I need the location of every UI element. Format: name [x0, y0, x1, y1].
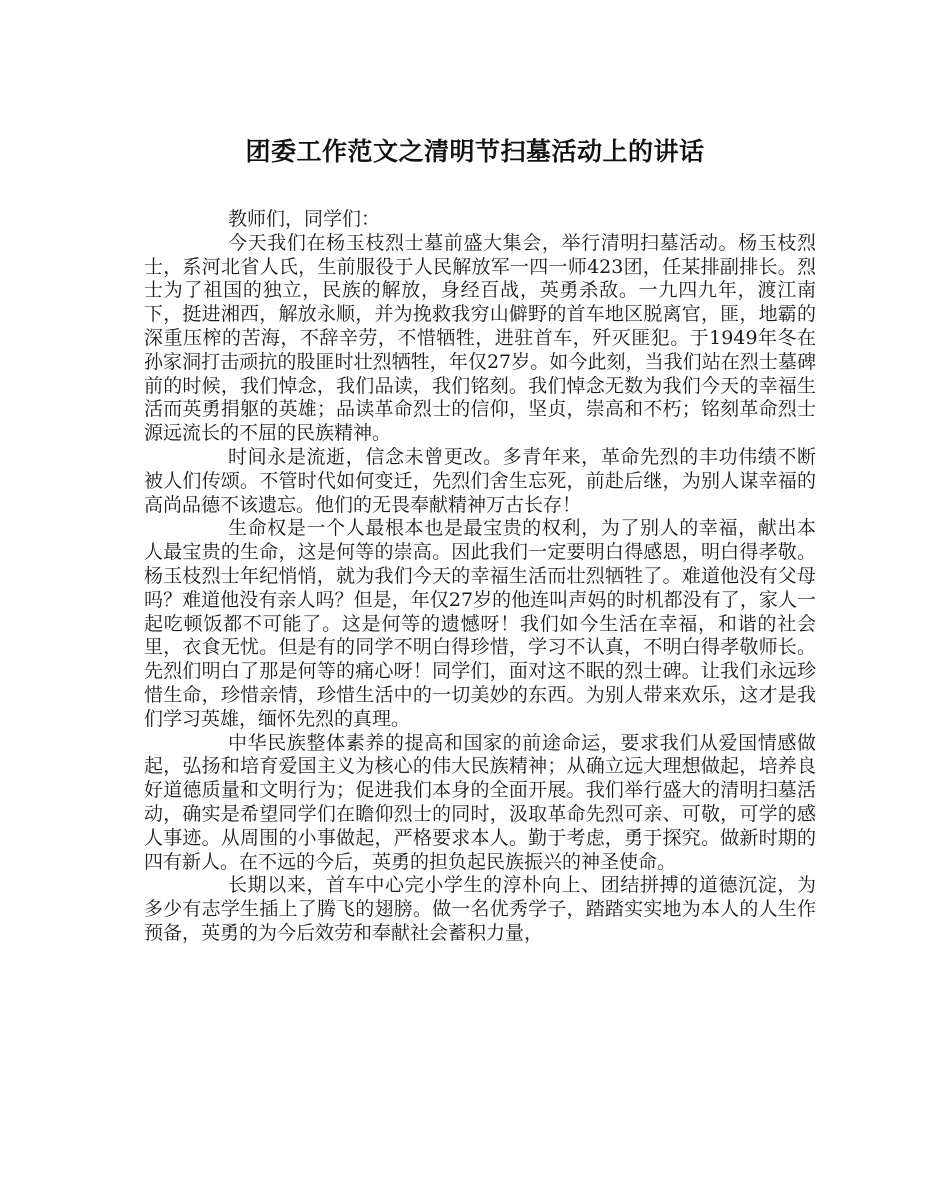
paragraph-3: 生命权是一个人最根本也是最宝贵的权利，为了别人的幸福，献出本人最宝贵的生命，这是何等的崇高。因此我们一定要明白得感恩，明白得孝敬。杨玉枝烈士年纪悄悄，就为我们今天的幸福生活而壮烈牺牲了。难道他没有父母吗？难道他没有亲人吗？但是，年仅27岁的他连叫声妈的时机都没有了，家人一起吃顿饭都不可能了。这是何等的遗憾呀！我们如今生活在幸福，和谐的社会里，衣食无忧。但是有的同学不明白得珍惜，学习不认真，不明白得孝敬师长。先烈们明白了那是何等的痛心呀！同学们，面对这不眠的烈士碑。让我们永远珍惜生命，珍惜亲情，珍惜生活中的一切美妙的东西。为别人带来欢乐，这才是我们学习英雄，缅怀先烈的真理。: [144, 517, 816, 730]
paragraph-1: 今天我们在杨玉枝烈士墓前盛大集会，举行清明扫墓活动。杨玉枝烈士，系河北省人氏，生前服役于人民解放军一四一师423团，任某排副排长。烈士为了祖国的独立，民族的解放，身经百战，英勇杀敌。一九四九年，渡江南下，挺进湘西，解放永顺，并为挽救我穷山僻野的首车地区脱离官，匪，地霸的深重压榨的苦海，不辞辛劳，不惜牺牲，进驻首车，歼灭匪犯。于1949年冬在孙家洞打击顽抗的股匪时壮烈牺牲，年仅27岁。如今此刻，当我们站在烈士墓碑前的时候，我们悼念，我们品读，我们铭刻。我们悼念无数为我们今天的幸福生活而英勇捐躯的英雄；品读革命烈士的信仰，坚贞，崇高和不朽；铭刻革命烈士源远流长的不屈的民族精神。: [144, 231, 816, 445]
greeting-line: 教师们，同学们：: [228, 208, 381, 230]
paragraph-4: 中华民族整体素养的提高和国家的前途命运，要求我们从爱国情感做起，弘扬和培育爱国主义为核心的伟大民族精神；从确立远大理想做起，培养良好道德质量和文明行为；促进我们本身的全面开展。我们举行盛大的清明扫墓活动，确实是希望同学们在瞻仰烈士的同时，汲取革命先烈可亲、可敬，可学的感人事迹。从周围的小事做起，严格要求本人。勤于考虑，勇于探究。做新时期的四有新人。在不远的今后，英勇的担负起民族振兴的神圣使命。: [144, 731, 816, 873]
document-title: 团委工作范文之清明节扫墓活动上的讲话: [245, 137, 705, 166]
paragraph-2: 时间永是流逝，信念未曾更改。多青年来，革命先烈的丰功伟绩不断被人们传颂。不管时代如何变迁，先烈们舍生忘死，前赴后继，为别人谋幸福的高尚品德不该遗忘。他们的无畏奉献精神万古长存！: [144, 445, 816, 516]
paragraph-5: 长期以来，首车中心完小学生的淳朴向上、团结拼搏的道德沉淀，为多少有志学生插上了腾飞的翅膀。做一名优秀学子，踏踏实实地为本人的人生作预备，英勇的为今后效劳和奉献社会蓄积力量，: [144, 874, 816, 944]
document-body: [144, 208, 816, 946]
